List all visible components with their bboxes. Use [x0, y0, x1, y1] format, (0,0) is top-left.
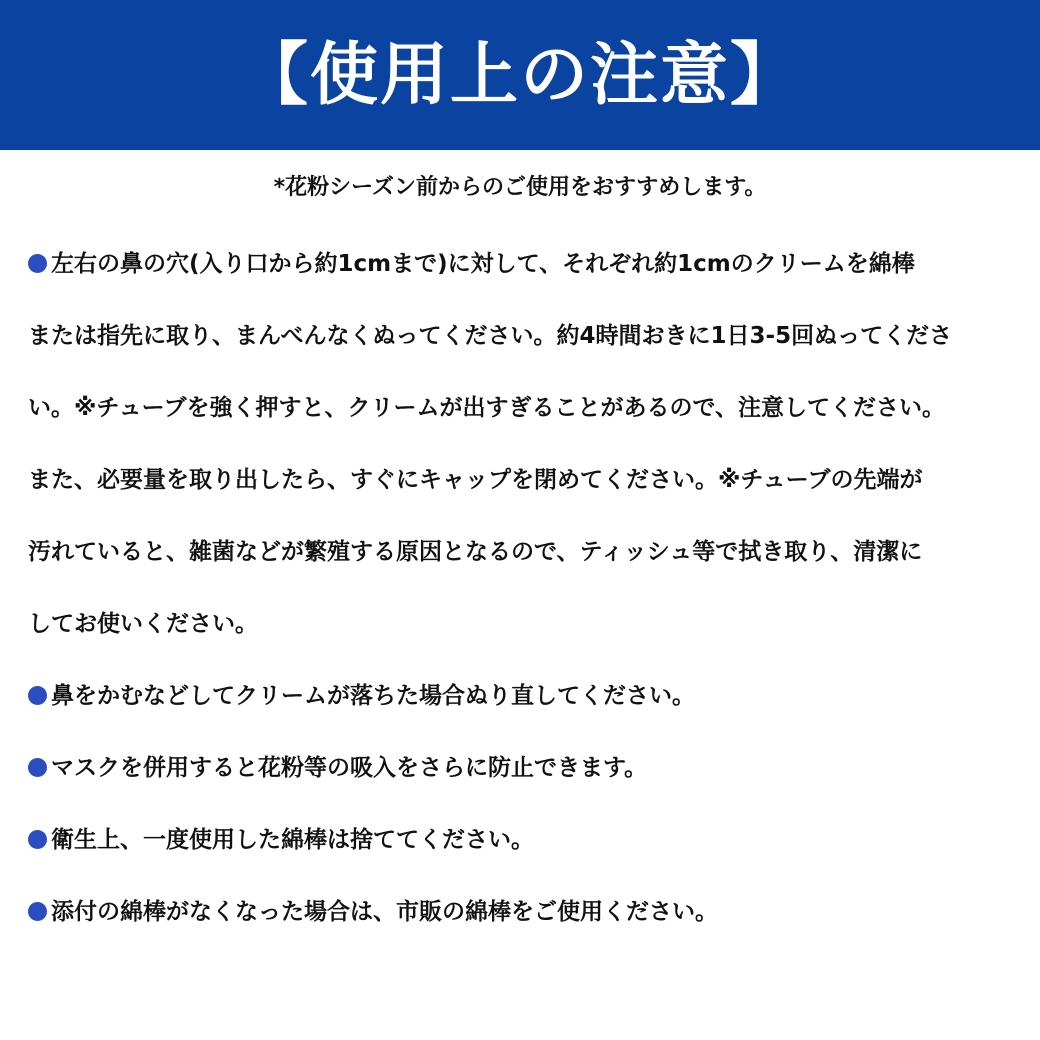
precaution-text: 添付の綿棒がなくなった場合は、市販の綿棒をご使用ください。 [51, 899, 718, 925]
precaution-line [28, 750, 1020, 786]
precaution-text: また、必要量を取り出したら、すぐにキャップを閉めてください。※チューブの先端が [28, 467, 923, 493]
precaution-text: または指先に取り、まんべんなくぬってください。約4時間おきに1日3-5回ぬってくださ [28, 323, 953, 349]
precaution-line [28, 534, 1020, 570]
bullet-dot-icon [28, 758, 47, 777]
precaution-line [28, 246, 1020, 282]
precaution-line [28, 462, 1020, 498]
bullet-dot-icon [28, 830, 47, 849]
precaution-line [28, 318, 1020, 354]
precaution-text: 衛生上、一度使用した綿棒は捨ててください。 [51, 827, 534, 853]
precaution-text: 左右の鼻の穴(入り口から約1cmまで)に対して、それぞれ約1cmのクリームを綿棒 [51, 251, 915, 277]
bullet-dot-icon [28, 902, 47, 921]
precaution-text: してお使いください。 [28, 611, 258, 637]
precaution-line [28, 822, 1020, 858]
precaution-text: 汚れていると、雑菌などが繁殖する原因となるので、ティッシュ等で拭き取り、清潔に [28, 539, 923, 565]
precaution-line [28, 390, 1020, 426]
bullet-dot-icon [28, 254, 47, 273]
header-banner [0, 0, 1040, 150]
page-title: 【使用上の注意】 [239, 36, 800, 115]
precaution-text: マスクを併用すると花粉等の吸入をさらに防止できます。 [51, 755, 648, 781]
precaution-line [28, 894, 1020, 930]
precaution-line [28, 678, 1020, 714]
precaution-line [28, 606, 1020, 642]
recommendation-note: *花粉シーズン前からのご使用をおすすめします。 [273, 175, 767, 200]
precaution-text: 鼻をかむなどしてクリームが落ちた場合ぬり直してください。 [51, 683, 695, 709]
bullet-dot-icon [28, 686, 47, 705]
precautions-body [28, 246, 1020, 966]
precaution-text: い。※チューブを強く押すと、クリームが出すぎることがあるので、注意してください。 [28, 395, 946, 421]
